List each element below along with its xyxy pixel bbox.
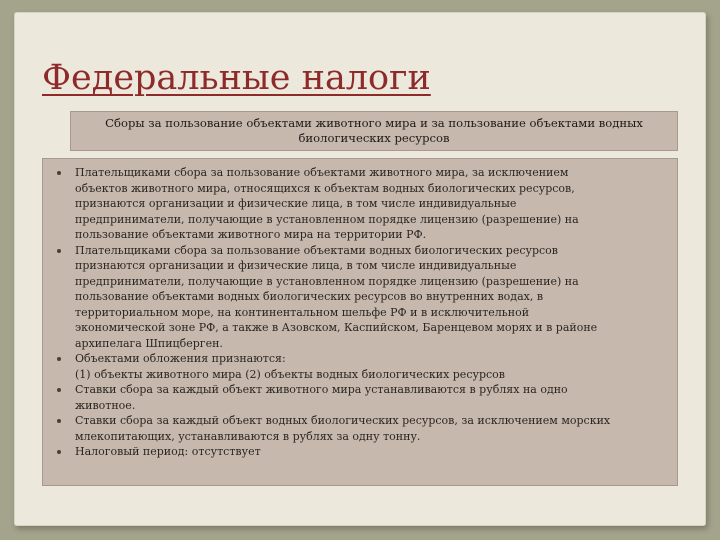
bullet-line: млекопитающих, устанавливаются в рублях за одну тонну. bbox=[75, 429, 421, 443]
bullet-line: Плательщиками сбора за пользование объектами водных биологических ресурсов bbox=[75, 243, 558, 257]
bullet-line: предприниматели, получающие в установленном порядке лицензию (разрешение) на bbox=[75, 274, 579, 288]
bullet-item bbox=[57, 243, 669, 352]
bullet-line: животное. bbox=[75, 398, 136, 412]
bullet-line: Ставки сбора за каждый объект водных биологических ресурсов, за исключением морских bbox=[75, 414, 611, 427]
bullet-item bbox=[57, 165, 669, 243]
bullet-line: признаются организации и физические лица, в том числе индивидуальные bbox=[75, 259, 517, 272]
bullet-icon bbox=[57, 357, 61, 361]
bullet-line: (1) объекты животного мира (2) объекты водных биологических ресурсов bbox=[75, 367, 505, 381]
bullet-icon bbox=[57, 171, 61, 175]
bullet-line: признаются организации и физические лица, в том числе индивидуальные bbox=[75, 197, 517, 210]
bullet-line: пользование объектами животного мира на территории РФ. bbox=[75, 228, 427, 241]
bullet-icon bbox=[57, 419, 61, 423]
bullet-line: Плательщиками сбора за пользование объектами животного мира, за исключением bbox=[75, 166, 569, 179]
bullet-icon bbox=[57, 450, 61, 454]
bullet-item bbox=[57, 444, 669, 460]
bullet-line: предприниматели, получающие в установленном порядке лицензию (разрешение) на bbox=[75, 212, 579, 226]
bullet-icon bbox=[57, 388, 61, 392]
bullet-list bbox=[57, 165, 669, 460]
slide-title: Федеральные налоги bbox=[42, 58, 431, 98]
bullet-item bbox=[57, 382, 669, 413]
bullet-line: экономической зоне РФ, а также в Азовском, Каспийском, Баренцевом морях и в районе bbox=[75, 321, 598, 334]
subtitle-box bbox=[70, 111, 678, 151]
bullet-icon bbox=[57, 249, 61, 253]
bullet-item bbox=[57, 413, 669, 444]
subtitle-text: Сборы за пользование объектами животного мира и за пользование объектами водных биологических ресурсов bbox=[105, 116, 643, 145]
bullet-line: Налоговый период: отсутствует bbox=[75, 445, 261, 458]
bullet-line: пользование объектами водных биологических ресурсов во внутренних водах, в bbox=[75, 290, 544, 303]
bullet-line: Объектами обложения признаются: bbox=[75, 352, 286, 365]
bullet-item bbox=[57, 351, 669, 382]
bullet-line: Ставки сбора за каждый объект животного мира устанавливаются в рублях на одно bbox=[75, 383, 568, 396]
content-box bbox=[42, 158, 678, 486]
bullet-line: архипелага Шпицберген. bbox=[75, 336, 223, 350]
bullet-line: объектов животного мира, относящихся к объектам водных биологических ресурсов, bbox=[75, 181, 575, 195]
bullet-line: территориальном море, на континентальном шельфе РФ и в исключительной bbox=[75, 305, 530, 319]
